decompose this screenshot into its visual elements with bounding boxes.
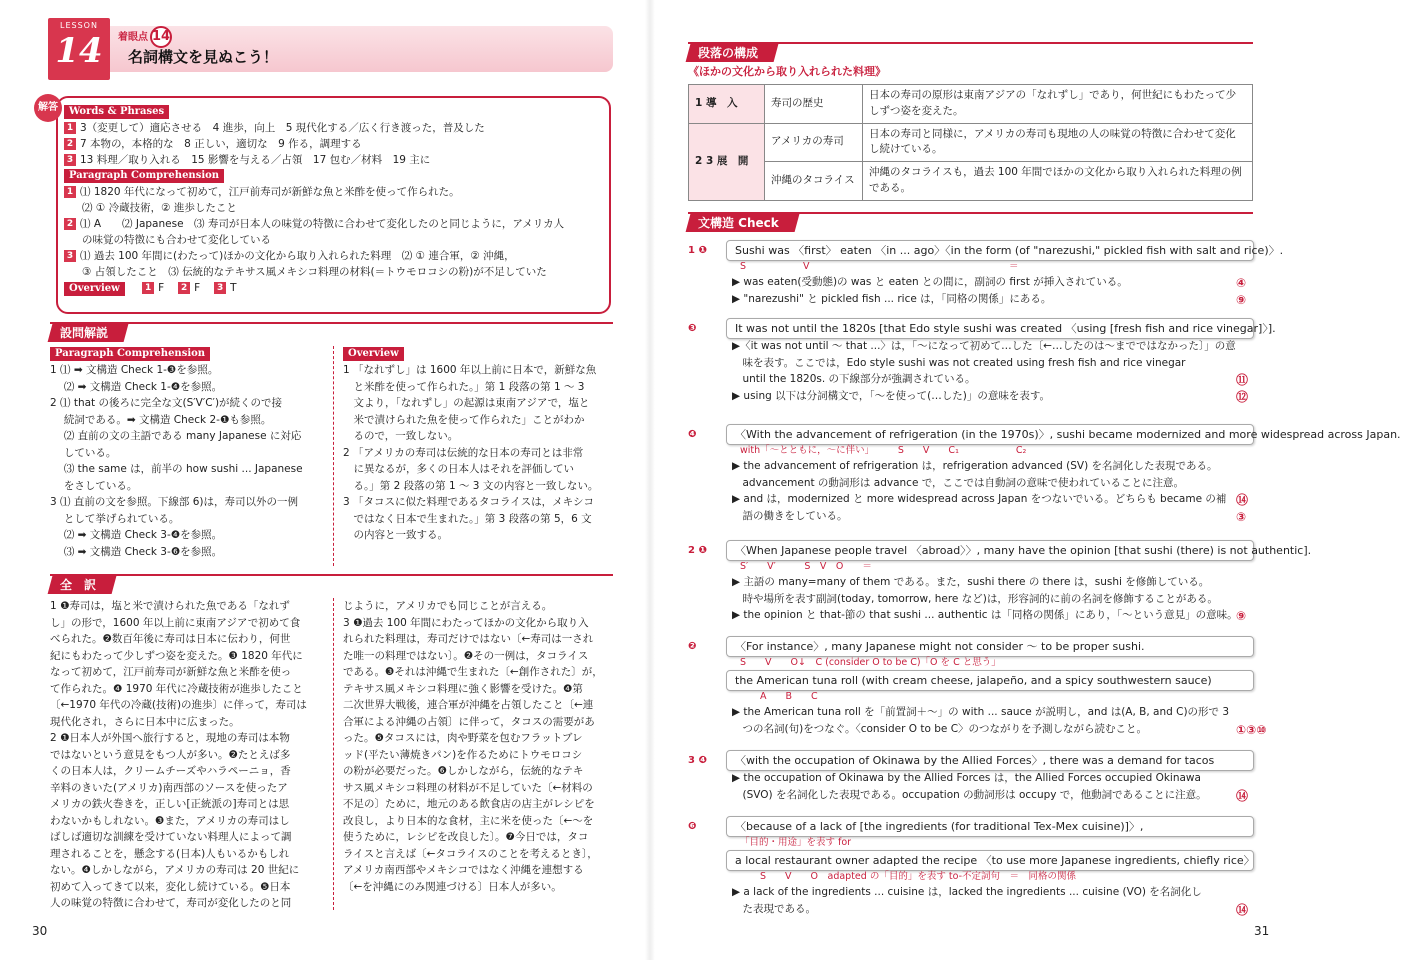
pc-line [64,232,601,248]
pc-line [64,184,601,200]
text-line: である。❸それは沖縄で生まれた〔←創作された〕が， [343,666,603,678]
text-line: 続詞である。➡ 文構造 Check 2-❶も参照。 [50,413,272,426]
paragraph-structure-title: 《ほかの文化から取り入れられた料理》 [688,65,886,78]
check-note: ▶ the opinion と that-節の that sushi ... authentic は「同格の関係」にあり，「～という意見」の意味。 [732,609,1238,621]
text-line: わないかもしれない。❸また，アメリカの寿司はし [50,814,290,827]
item-number: 2 [64,138,76,150]
section-title: 段落の構成 [698,46,759,60]
text-line: 文より，「なれずし」の起源は東南アジアで，塩と [343,397,590,409]
check-note: 味を表す。ここでは，Edo style sushi was not created using fresh fish and rice vinegar [732,356,1186,369]
section-title: 設問解説 [60,326,109,340]
check-labels: S′ V′ S V O ＝ [740,561,872,572]
pc-text: ⑴ 1820 年代になって初めて，江戸前寿司が新鮮な魚と米酢を使って作られた。 [80,186,460,198]
overview-answers [64,280,601,297]
check-note: ▶ the advancement of refrigeration は，refrigeration advanced (SV) を名詞化した表現である。 [732,460,1218,472]
check-note: ▶ the occupation of Okinawa by the Allied Forces は，the Allied Forces occupied Okinawa [732,772,1201,784]
ref-number-icon: ①③⑩ [1236,722,1267,737]
text-line: 改良し，より日本的な食材，主に米を使った〔←～を [343,814,594,827]
text-line: ばしば適切な訓練を受けていない料理人によって調 [50,831,292,843]
text-line: 3 「タコスに似た料理であるタコライスは，メキシコ [343,496,594,508]
check-marker: 3 ❹ [688,755,707,766]
check-labels: 「目的・用途」を表す for [740,837,852,848]
text-line: 人の味覚の特徴に合わせて，寿司が変化したのと同 [50,897,292,909]
text-line: テキサス風メキシコ料理に強く影響を受けた。❹第 [343,682,583,695]
text-line: った。❺タコスには，肉や野菜を包むフラットブレ [343,732,583,744]
table-text: 日本の寿司の原形は東南アジアの「なれずし」であり，何世紀にもわたって少しずつ姿を変えた。 [863,85,1253,124]
text-line: 初めて入ってきて以来，変化し続けている。❺日本 [50,880,291,893]
text-line: れられた料理は，寿司だけではない〔←寿司は一され [343,633,594,645]
lesson-number: 14 [55,31,103,71]
pc-text: の味覚の特徴にも合わせて変化している [82,234,271,246]
check-note: ▶ and は，modernized と more widespread across Japan をつないでいる。どちらも became の補 [732,493,1227,505]
text-line: ライスと言えば〔←タコライスのことを考えるとき〕， [343,847,598,860]
text-line: ではなく日本で生まれた。」第 3 段落の第 5，6 文 [343,512,592,525]
answer-tag: 解答 [34,94,62,122]
table-row [689,85,1253,124]
table-head: 2 3 展 開 [689,123,765,200]
item-number: 2 [178,282,190,294]
check-sentence: 〈For instance〉, many Japanese might not consider ～ to be proper sushi. [726,636,1254,657]
wp-line [64,152,601,168]
table-sub: アメリカの寿司 [765,123,863,162]
check-marker: 1 ❶ [688,245,707,256]
text-line: 2 ❶日本人が外国へ旅行すると，現地の寿司は本物 [50,732,290,744]
text-line: として挙げられている。 [50,512,180,525]
wp-line [64,136,601,152]
ref-number-icon: ③ [1236,509,1247,524]
text-line: る。」第 2 段落の第 1 ～ 3 文の内容と一致しない。 [343,479,599,492]
lesson-badge [48,18,110,80]
text-line: ではないという意見をもつ人が多い。❷たとえば多 [50,748,291,761]
text-line: くの日本人は，クリームチーズやハラペーニョ，香 [50,765,291,777]
text-line: をさしている。 [50,479,138,492]
check-labels: with「～とともに，～に伴い」 S V C₁ C₂ [740,445,1027,456]
text-line: ッド(平たい薄焼きパン)を作るためにトウモロコシ [343,748,583,761]
check-sentence: 〈with the occupation of Okinawa by the Allied Forces〉, there was a demand for tacos [726,750,1254,771]
q-left-column [50,346,322,560]
item-number: 3 [64,154,76,166]
table-sub: 寿司の歴史 [765,85,863,124]
check-labels: S V ＝ [740,261,1019,272]
text-line: 現代化され，さらに日本中に広まった。 [50,715,240,728]
check-note: 語の働きをしている。 [732,509,848,522]
overview-label: Overview [64,282,125,296]
ref-number-icon: ⑨ [1236,609,1247,623]
check-sentence: Sushi was 〈first〉 eaten 〈in ... ago〉〈in the form (of "narezushi," pickled fish with salt and rice)〉. [726,240,1254,261]
text-line: 〔←を沖縄にのみ関連づける〕日本人が多い。 [343,880,562,893]
check-sentence: 〈because of a lack of [the ingredients (for traditional Tex-Mex cuisine)]〉, [726,816,1254,837]
check-marker: ❷ [688,641,697,652]
paragraph-comprehension-list [64,184,601,280]
check-note: 時や場所を表す副詞(today, tomorrow, here など)は，形容詞的に前の名詞を修飾することがある。 [732,592,1218,605]
wp-text: 3（変更して）適応させる 4 進歩，向上 5 現代化する／広く行き渡った，普及した [80,122,485,134]
text-line: ⑶ the same は，前半の how sushi ... Japanese [50,463,303,475]
ref-number-icon: ⑭ [1236,902,1249,917]
table-text: 日本の寿司と同様に，アメリカの寿司も現地の人の味覚の特徴に合わせて変化し続けている。 [863,123,1253,162]
check-labels-2: S V O adapted の「目的」を表す to-不定詞句 ＝ 同格の関係 [760,871,1076,882]
wp-text: 7 本物の，本格的な 8 正しい，適切な 9 作る，調理する [80,138,362,150]
item-number: 1 [142,282,154,294]
pc-text: ⑴ A ⑵ Japanese ⑶ 寿司が日本人の味覚の特徴に合わせて変化したのと同じように，アメリカ人 [80,218,565,230]
ref-number-icon: ⑪ [1236,373,1249,387]
text-line: し」の形で，1600 年以上前に東南アジアで初めて食 [50,616,301,629]
translation-left-column [50,598,322,912]
text-line: ⑵ ➡ 文構造 Check 1-❹を参照。 [50,380,223,393]
section-question-explanation [50,322,613,340]
check-labels-2: A B C [760,691,818,702]
overview-value: T [230,282,237,294]
check-note: ▶ a lack of the ingredients ... cuisine は，lacked the ingredients ... cuisine (VO) を名詞化し [732,886,1202,898]
focus-label: 着眼点 [118,32,148,43]
focus-number: 14 [150,26,172,48]
ref-number-icon: ④ [1236,276,1247,290]
text-line: 紀にもわたって少しずつ姿を変えた。❸ 1820 年代に [50,649,303,662]
text-line: 1 ❶寿司は，塩と米で漬けられた魚である「なれず [50,600,290,612]
lesson-title-bar [110,26,613,72]
check-sentence-2: the American tuna roll (with cream cheese, jalapeño, and a spicy southwestern sauce) [726,670,1254,691]
text-line: ⑶ ➡ 文構造 Check 3-❻を参照。 [50,545,223,558]
item-number: 2 [64,218,76,230]
q-left-label: Paragraph Comprehension [50,347,210,361]
section-full-translation [50,574,613,592]
pc-line [64,200,601,216]
text-line: 理されることを，懸念する(日本)人もいるかもしれ [50,847,290,860]
pc-line [64,264,601,280]
text-line: 2 「アメリカの寿司は伝統的な日本の寿司とは非常 [343,446,584,459]
text-line: の内容と一致する。 [343,529,448,541]
item-number: 3 [64,250,76,262]
table-row [689,123,1253,162]
page-number-right: 31 [1254,924,1270,938]
ref-number-icon: ⑨ [1236,292,1247,307]
text-line: た唯一の料理ではない〕。❷その一例は，タコライス [343,649,589,662]
lesson-header [48,18,613,80]
item-number: 3 [214,282,226,294]
pc-line [64,216,601,232]
check-note: until the 1820s. の下線部分が強調されている。 [732,373,976,385]
text-line: ない。❹しかしながら，アメリカの寿司は 20 世紀に [50,864,300,876]
check-marker: ❻ [688,821,697,832]
item-number: 1 [64,186,76,198]
pc-text: ⑵ ① 冷蔵技術，② 進歩したこと [82,202,237,214]
text-line: 不足の〕ために，地元のある飲食店の店主がレシピを [343,798,595,810]
text-line: ⑵ 直前の文の主語である many Japanese に対応 [50,430,302,442]
left-page [0,0,650,960]
check-marker: ❹ [688,429,697,440]
text-line: 1 「なれずし」は 1600 年以上前に日本で，新鮮な魚 [343,364,597,376]
text-line: ⑵ ➡ 文構造 Check 3-❹を参照。 [50,529,223,541]
text-line: 3 ⑴ 直前の文を参照。下線部 6)は，寿司以外の一例 [50,496,298,508]
words-phrases-label: Words & Phrases [64,105,169,119]
check-note: ▶ the American tuna roll を「前置詞＋～」の with ... sauce が説明し，and は(A, B, and C)の形で 3 [732,706,1230,718]
table-sub: 沖縄のタコライス [765,162,863,201]
section-paragraph-structure [688,42,1253,60]
overview-value: F [158,282,165,294]
pc-text: ⑴ 過去 100 年間に(わたって)ほかの文化から取り入れられた料理 ⑵ ① 連合軍，② 沖縄， [80,250,515,262]
text-line: るので，一致しない。 [343,430,459,442]
words-phrases-list [64,120,601,168]
pc-text: ③ 占領したこと ⑶ 伝統的なテキサス風メキシコ料理の材料(＝トウモロコシの粉)が不足していた [82,266,547,278]
column-divider [333,346,334,566]
page-number-left: 30 [32,924,48,938]
check-marker: 2 ❶ [688,545,707,556]
text-line: 二次世界大戦後，連合軍が沖縄を占領したこと〔←連 [343,699,594,711]
text-line: なって初めて，江戸前寿司が新鮮な魚と米酢を使っ [50,666,292,678]
text-line: 米で漬けられた魚を使って作られた」ことがわか [343,413,585,426]
text-line: アメリカ南西部やメキシコではなく沖縄を連想する [343,864,584,876]
text-line: に異なるが，多くの日本人はそれを評価してい [343,463,574,475]
check-note: ▶〈it was not until ～ that ...〉は，「～になって初めて…した〔←…したのは～までではなかった〕」の意 [732,340,1236,352]
table-head: 1 導 入 [689,85,765,124]
section-title: 文構造 Check [698,216,779,230]
wp-line [64,120,601,136]
wp-text: 13 料理／取り入れる 15 影響を与える／占領 17 包む／材料 19 主に [80,154,431,166]
check-note: ▶ was eaten(受動態)の was と eaten との間に，副詞の first が挿入されている。 [732,276,1128,288]
text-line: べられた。❷数百年後に寿司は日本に伝わり，何世 [50,633,291,645]
paragraph-structure-table [688,84,1253,201]
check-note: ▶ "narezushi" と pickled fish ... rice は，「同格の関係」にある。 [732,292,1052,305]
section-structure-check [688,212,1253,230]
check-labels: S V O↓ C (consider O to be C)「O を C と思う」 [740,657,1001,668]
check-sentence-2: a local restaurant owner adapted the recipe 〈to use more Japanese ingredients, chiefly rice〉 [726,850,1254,871]
text-line: 辛料のきいた(アメリカ)南西部のソースを使ったア [50,781,288,794]
lesson-title: 名詞構文を見ぬこう！ [128,48,279,66]
text-line: 3 ❶過去 100 年間にわたってほかの文化から取り入 [343,616,589,629]
check-note: つの名詞(句)をつなぐ。〈consider O to be C〉のつながりを予測しながら読むこと。 [732,722,1148,735]
check-sentence: 〈With the advancement of refrigeration (in the 1970s)〉, sushi became modernized and more widespread across Japan. [726,424,1254,445]
section-title: 全 訳 [60,578,97,592]
pc-line [64,248,601,264]
check-note: (SVO) を名詞化した表現である。occupation の動詞形は occupy で，他動詞であることに注意。 [732,788,1207,801]
q-right-column [343,346,615,544]
focus-point [118,26,172,48]
table-row [689,162,1253,201]
check-note: た表現である。 [732,902,816,915]
text-line: している。 [50,446,117,459]
text-line: て作られた。❹ 1970 年代に冷蔵技術が進歩したこと [50,682,303,695]
check-note: ▶ using 以下は分詞構文で，「～を使って(…した)」の意味を表す。 [732,389,1051,402]
lesson-word: LESSON [60,21,98,30]
overview-value: F [194,282,201,294]
check-note: advancement の動詞形は advance で，ここでは自動詞の意味で使われていることに注意。 [732,476,1185,489]
check-note: ▶ 主語の many=many of them である。また，sushi there の there は，sushi を修飾している。 [732,576,1210,588]
text-line: 1 ⑴ ➡ 文構造 Check 1-❸を参照。 [50,364,219,376]
text-line: 〔←1970 年代の冷蔵(技術)の進歩〕に伴って，寿司は [50,699,307,711]
text-line: サス風メキシコ料理の材料が不足していた〔←材料の [343,781,593,794]
answer-box [56,96,611,314]
text-line: 使うために，レシピを改良した〕。❼今日では，タコ [343,831,589,843]
text-line: と米酢を使って作られた。」第 1 段落の第 1 ～ 3 [343,380,585,393]
text-line: メリカの鉄火巻きを，正しい[正統派の]寿司とは思 [50,798,290,810]
check-sentence: 〈When Japanese people travel 〈abroad〉〉, many have the opinion [that sushi (there) is not authentic]. [726,540,1254,561]
check-marker: ❸ [688,323,697,334]
translation-right-column [343,598,615,895]
ref-number-icon: ⑭ [1236,493,1249,507]
paragraph-comprehension-label: Paragraph Comprehension [64,169,224,183]
item-number: 1 [64,122,76,134]
text-line: の粉が必要だった。❻しかしながら，伝統的なテキ [343,765,584,777]
check-sentence: It was not until the 1820s [that Edo style sushi was created 〈using [fresh fish and rice vinegar]〉]. [726,318,1254,339]
text-line: じように，アメリカでも同じことが言える。 [343,600,553,612]
text-line: 2 ⑴ that の後ろに完全な文(S′V′C′)が続くので接 [50,397,283,409]
column-divider [333,598,334,910]
q-right-label: Overview [343,347,404,361]
table-text: 沖縄のタコライスも，過去 100 年間でほかの文化から取り入れられた料理の例である。 [863,162,1253,201]
text-line: 合軍による沖縄の占領〕に伴って，タコスの需要があ [343,715,595,728]
ref-number-icon: ⑫ [1236,389,1249,404]
ref-number-icon: ⑭ [1236,788,1249,803]
